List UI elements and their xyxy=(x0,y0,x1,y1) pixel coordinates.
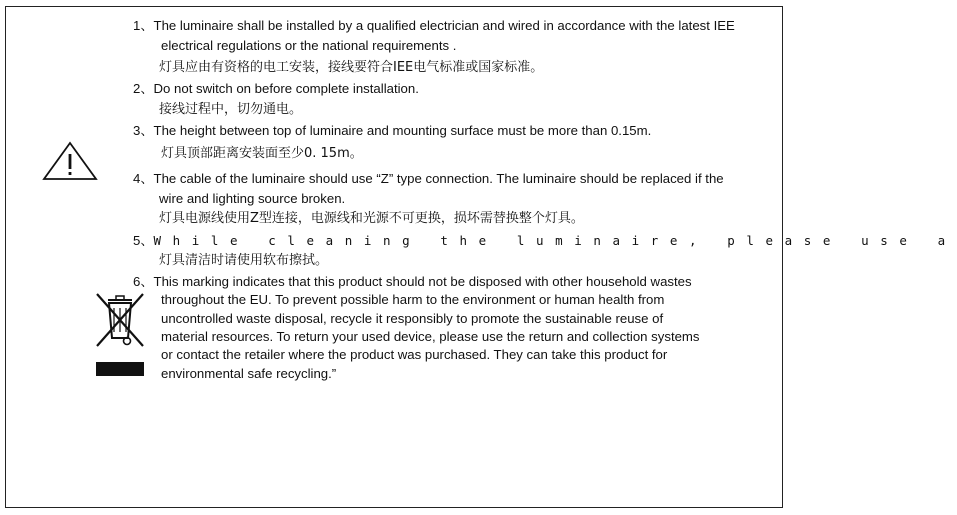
warning-triangle-icon xyxy=(42,140,98,187)
item-2-cn: 接线过程中，切勿通电。 xyxy=(159,102,303,117)
item-5-en-text: While cleaning the luminaire, please use a xyxy=(153,233,957,248)
item-3-en xyxy=(133,122,651,140)
item-1-en-line2: electrical regulations or the national requirements . xyxy=(161,38,457,53)
item-6-number: 6、 xyxy=(133,274,154,289)
item-1-en-line1 xyxy=(133,17,735,35)
item-1-en-text: The luminaire shall be installed by a qualified electrician and wired in accordance with the latest IEE xyxy=(153,18,735,33)
item-6-line-5: or contact the retailer where the product was purchased. They can take this product for xyxy=(161,347,668,362)
item-2-number: 2、 xyxy=(133,81,154,96)
item-2-en-text: Do not switch on before complete installation. xyxy=(153,81,419,96)
item-5-cn: 灯具清洁时请使用软布擦拭。 xyxy=(159,253,329,268)
item-3-number: 3、 xyxy=(133,123,154,138)
item-4-en-line1 xyxy=(133,170,724,188)
item-1-cn: 灯具应由有资格的电工安装，接线要符合IEE电气标准或国家标准。 xyxy=(159,60,544,75)
item-4-cn: 灯具电源线使用Z型连接，电源线和光源不可更换，损坏需替换整个灯具。 xyxy=(159,211,584,226)
weee-underline-bar xyxy=(96,362,144,376)
item-5-number: 5、 xyxy=(133,233,154,248)
item-5-en xyxy=(133,232,957,250)
item-4-en-text: The cable of the luminaire should use “Z” type connection. The luminaire should be replaced if the xyxy=(153,171,724,186)
item-1-number: 1、 xyxy=(133,18,154,33)
item-6-line-1 xyxy=(133,273,692,291)
item-6-line-3: uncontrolled waste disposal, recycle it responsibly to promote the sustainable reuse of xyxy=(161,311,664,326)
item-4-number: 4、 xyxy=(133,171,154,186)
crossed-out-wheelie-bin-icon xyxy=(94,290,146,355)
item-6-line-6: environmental safe recycling.” xyxy=(161,366,337,381)
item-6-text-1: This marking indicates that this product should not be disposed with other household wastes xyxy=(153,274,692,289)
item-3-cn: 灯具顶部距离安装面至少0. 15m。 xyxy=(161,146,363,161)
item-6-line-2: throughout the EU. To prevent possible harm to the environment or human health from xyxy=(161,292,665,307)
item-3-en-text: The height between top of luminaire and mounting surface must be more than 0.15m. xyxy=(153,123,652,138)
item-4-en-line2: wire and lighting source broken. xyxy=(159,191,346,206)
item-2-en xyxy=(133,80,419,98)
item-6-line-4: material resources. To return your used device, please use the return and collection systems xyxy=(161,329,700,344)
